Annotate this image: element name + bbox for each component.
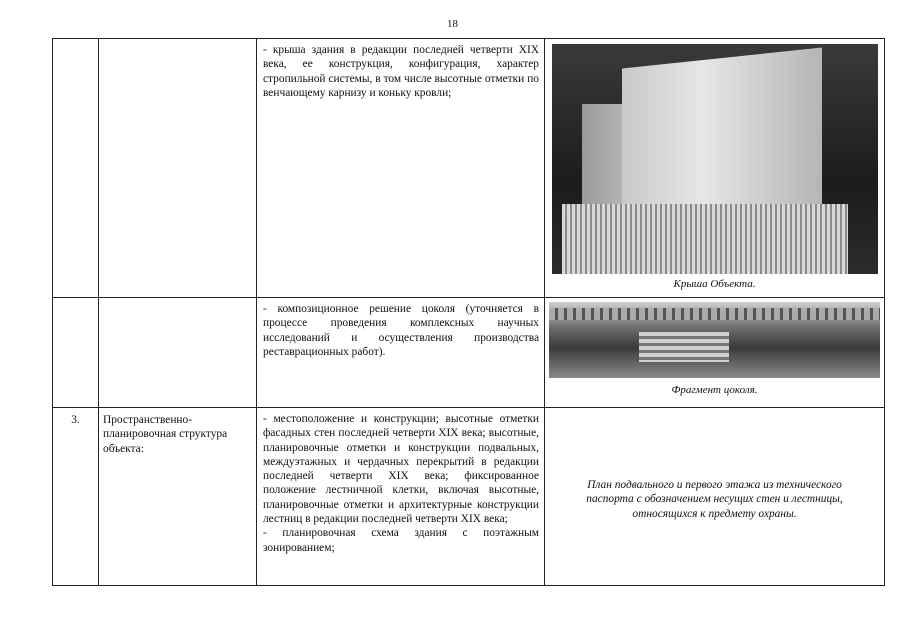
description-text: - местоположение и конструкции; высотные отметки фасадных стен последней четверти XIX века; высотные, планировочные отметки и конструкции подвальных, междуэтажных и чердачных перекрытий в редакции последней четверти XIX века; фиксированное положение лестничной клетки, включая высотные, планировочные отметки и архитектурные конструкции лестниц в редакции последней четверти XIX века; bbox=[263, 413, 539, 526]
row-number: 3. bbox=[53, 408, 99, 586]
table-row bbox=[53, 39, 885, 298]
row-description bbox=[257, 408, 545, 586]
row-description bbox=[257, 298, 545, 408]
protection-subject-table bbox=[52, 38, 885, 586]
plinth-photo-caption: Фрагмент цоколя. bbox=[671, 384, 758, 396]
row-title bbox=[99, 39, 257, 298]
table-row bbox=[53, 298, 885, 408]
row-image-cell bbox=[545, 298, 885, 408]
row-title bbox=[99, 298, 257, 408]
plinth-photo-steps bbox=[639, 332, 729, 362]
row-image-cell bbox=[545, 39, 885, 298]
description-text: - композиционное решение цоколя (уточняется в процессе проведения комплексных научных исследований и осуществления производства реставрационных работ). bbox=[263, 303, 539, 358]
row-description bbox=[257, 39, 545, 298]
plinth-photo-railing bbox=[549, 308, 880, 320]
description-text: - крыша здания в редакции последней четверти XIX века, ее конструкция, конфигурация, характер стропильной системы, в том числе высотные отметки по венчающему карнизу и коньку кровли; bbox=[263, 44, 539, 99]
page-number: 18 bbox=[447, 18, 458, 30]
description-text: - планировочная схема здания с поэтажным зонированием; bbox=[263, 527, 539, 554]
roof-photo bbox=[552, 44, 878, 274]
row-title: Пространственно-планировочная структура объекта: bbox=[99, 408, 257, 586]
table-row bbox=[53, 408, 885, 586]
plan-caption: План подвального и первого этажа из технического паспорта с обозначением несущих стен и лестницы, относящихся к предмету охраны. bbox=[545, 408, 885, 586]
roof-photo-caption: Крыша Объекта. bbox=[673, 278, 756, 290]
roof-photo-scaffold bbox=[562, 204, 848, 274]
plinth-photo bbox=[549, 302, 880, 378]
row-number bbox=[53, 39, 99, 298]
roof-photo-building bbox=[622, 47, 822, 228]
row-number bbox=[53, 298, 99, 408]
